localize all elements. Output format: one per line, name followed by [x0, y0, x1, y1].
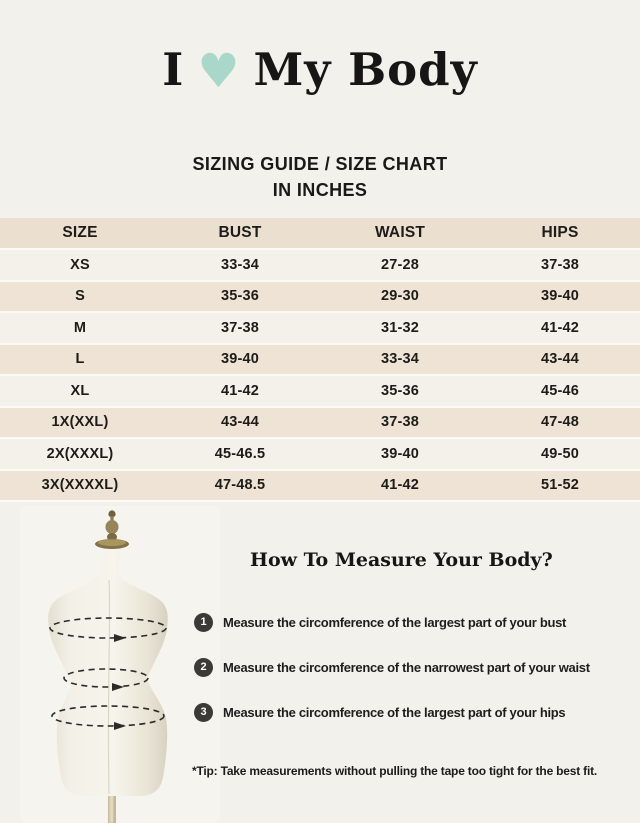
col-header-bust: BUST — [218, 224, 262, 241]
heart-icon: ♥ — [197, 44, 241, 99]
bust-cell: 35-36 — [220, 288, 260, 305]
table-row — [0, 250, 640, 282]
col-header-size: SIZE — [62, 224, 98, 241]
dress-form-illustration — [20, 504, 220, 823]
table-row — [0, 313, 640, 345]
hips-cell: 37-38 — [540, 256, 580, 273]
step-number-badge: 3 — [194, 703, 213, 722]
hips-cell: 51-52 — [540, 477, 580, 494]
hips-cell: 47-48 — [540, 414, 580, 431]
stand-pole — [109, 794, 116, 823]
measure-step — [194, 657, 590, 677]
table-row — [0, 439, 640, 471]
subtitle-line-2: IN INCHES — [272, 180, 368, 200]
measure-tip: *Tip: Take measurements without pulling the tape too tight for the best fit. — [192, 764, 598, 778]
hips-cell: 43-44 — [540, 351, 580, 368]
col-header-waist: WAIST — [374, 224, 426, 241]
bust-cell: 43-44 — [220, 414, 260, 431]
page-title — [0, 42, 640, 97]
size-cell: XL — [70, 382, 90, 399]
table-row — [0, 345, 640, 377]
size-cell: L — [75, 351, 85, 368]
size-cell: S — [75, 288, 85, 305]
step-text: Measure the circomference of the largest part of your bust — [223, 614, 567, 630]
waist-cell: 31-32 — [380, 319, 420, 336]
subtitle-line-1: SIZING GUIDE / SIZE CHART — [192, 154, 448, 174]
title-word-i: I — [162, 43, 185, 96]
waist-cell: 37-38 — [380, 414, 420, 431]
table-row — [0, 282, 640, 314]
measure-step — [194, 612, 566, 632]
waist-cell: 29-30 — [380, 288, 420, 305]
bust-cell: 37-38 — [220, 319, 260, 336]
table-row — [0, 376, 640, 408]
table-row — [0, 471, 640, 503]
step-text: Measure the circomference of the narrowest part of your waist — [223, 659, 590, 675]
col-header-hips: HIPS — [541, 224, 579, 241]
table-row — [0, 408, 640, 440]
waist-cell: 41-42 — [380, 477, 420, 494]
title-word-my-body: My Body — [253, 43, 478, 96]
size-cell: 2X(XXXL) — [46, 445, 114, 462]
chart-subtitle — [0, 151, 640, 203]
bust-cell: 47-48.5 — [214, 477, 266, 494]
hips-cell: 39-40 — [540, 288, 580, 305]
size-cell: 1X(XXL) — [51, 414, 109, 431]
size-cell: M — [73, 319, 87, 336]
table-header-row — [0, 218, 640, 250]
waist-cell: 27-28 — [380, 256, 420, 273]
step-number-badge: 1 — [194, 613, 213, 632]
size-cell: XS — [70, 256, 90, 273]
size-chart-table — [0, 218, 640, 502]
bust-cell: 45-46.5 — [214, 445, 266, 462]
bust-cell: 33-34 — [220, 256, 260, 273]
bust-cell: 39-40 — [220, 351, 260, 368]
step-text: Measure the circomference of the largest part of your hips — [223, 704, 566, 720]
waist-cell: 33-34 — [380, 351, 420, 368]
step-number-badge: 2 — [194, 658, 213, 677]
hips-cell: 49-50 — [540, 445, 580, 462]
measure-step — [194, 702, 565, 722]
waist-cell: 39-40 — [380, 445, 420, 462]
hips-cell: 41-42 — [540, 319, 580, 336]
size-cell: 3X(XXXXL) — [41, 477, 119, 494]
hips-cell: 45-46 — [540, 382, 580, 399]
waist-cell: 35-36 — [380, 382, 420, 399]
bust-cell: 41-42 — [220, 382, 260, 399]
measure-heading: How To Measure Your Body? — [250, 549, 553, 571]
